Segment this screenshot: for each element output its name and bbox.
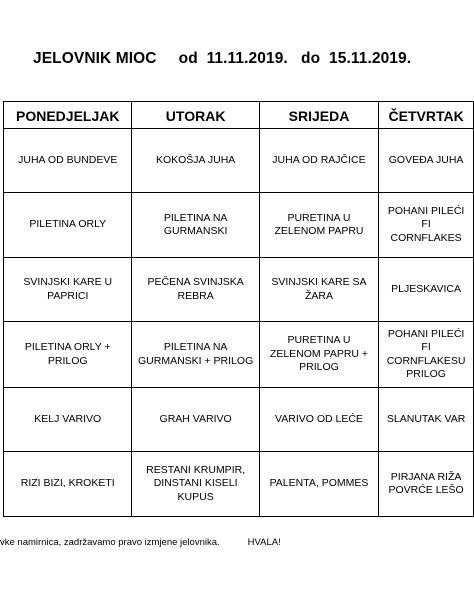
column-header-monday: PONEDJELJAK: [4, 102, 132, 129]
menu-cell: GOVEĐA JUHA: [379, 129, 474, 193]
menu-cell: RIZI BIZI, KROKETI: [4, 452, 132, 517]
menu-cell: PURETINA U ZELENOM PAPRU + PRILOG: [259, 322, 378, 388]
column-header-thursday: ČETVRTAK: [379, 102, 474, 129]
weekly-menu-table: [3, 101, 474, 517]
thanks-text: HVALA!: [247, 537, 281, 548]
header-row: [4, 102, 474, 129]
menu-cell: PILETINA NA GURMANSKI: [132, 193, 259, 258]
menu-cell: RESTANI KRUMPIR, DINSTANI KISELI KUPUS: [132, 452, 259, 517]
menu-cell: KELJ VARIVO: [4, 388, 132, 452]
menu-cell: GRAH VARIVO: [132, 388, 259, 452]
menu-cell: JUHA OD BUNDEVE: [4, 129, 132, 193]
menu-cell: POHANI PILEĆI FI CORNFLAKES: [379, 193, 474, 258]
menu-cell: JUHA OD RAJČICE: [259, 129, 378, 193]
menu-cell: VARIVO OD LEĆE: [259, 388, 378, 452]
menu-cell: PALENTA, POMMES: [259, 452, 378, 517]
table-row: [4, 452, 474, 517]
menu-cell: SVINJSKI KARE SA ŽARA: [259, 258, 378, 322]
menu-cell: PLJESKAVICA: [379, 258, 474, 322]
menu-cell: PILETINA ORLY: [4, 193, 132, 258]
menu-cell: PIRJANA RIŽA POVRĆE LEŠO: [379, 452, 474, 517]
table-row: [4, 193, 474, 258]
table-row: [4, 322, 474, 388]
table-row: [4, 129, 474, 193]
menu-title: JELOVNIK MIOC od 11.11.2019. do 15.11.2019.: [33, 50, 412, 67]
menu-cell: PEČENA SVINJSKA REBRA: [132, 258, 259, 322]
footer-note: [0, 537, 281, 548]
table-row: [4, 388, 474, 452]
menu-cell: PILETINA NA GURMANSKI + PRILOG: [132, 322, 259, 388]
menu-cell: SVINJSKI KARE U PAPRICI: [4, 258, 132, 322]
disclaimer-text: vke namirnica, zadržavamo pravo izmjene jelovnika.: [0, 537, 220, 548]
table-row: [4, 258, 474, 322]
menu-cell: KOKOŠJA JUHA: [132, 129, 259, 193]
column-header-wednesday: SRIJEDA: [259, 102, 378, 129]
menu-cell: SLANUTAK VAR: [379, 388, 474, 452]
menu-cell: PILETINA ORLY + PRILOG: [4, 322, 132, 388]
menu-cell: PURETINA U ZELENOM PAPRU: [259, 193, 378, 258]
menu-cell: POHANI PILEĆI FI CORNFLAKESU PRILOG: [379, 322, 474, 388]
column-header-tuesday: UTORAK: [132, 102, 259, 129]
